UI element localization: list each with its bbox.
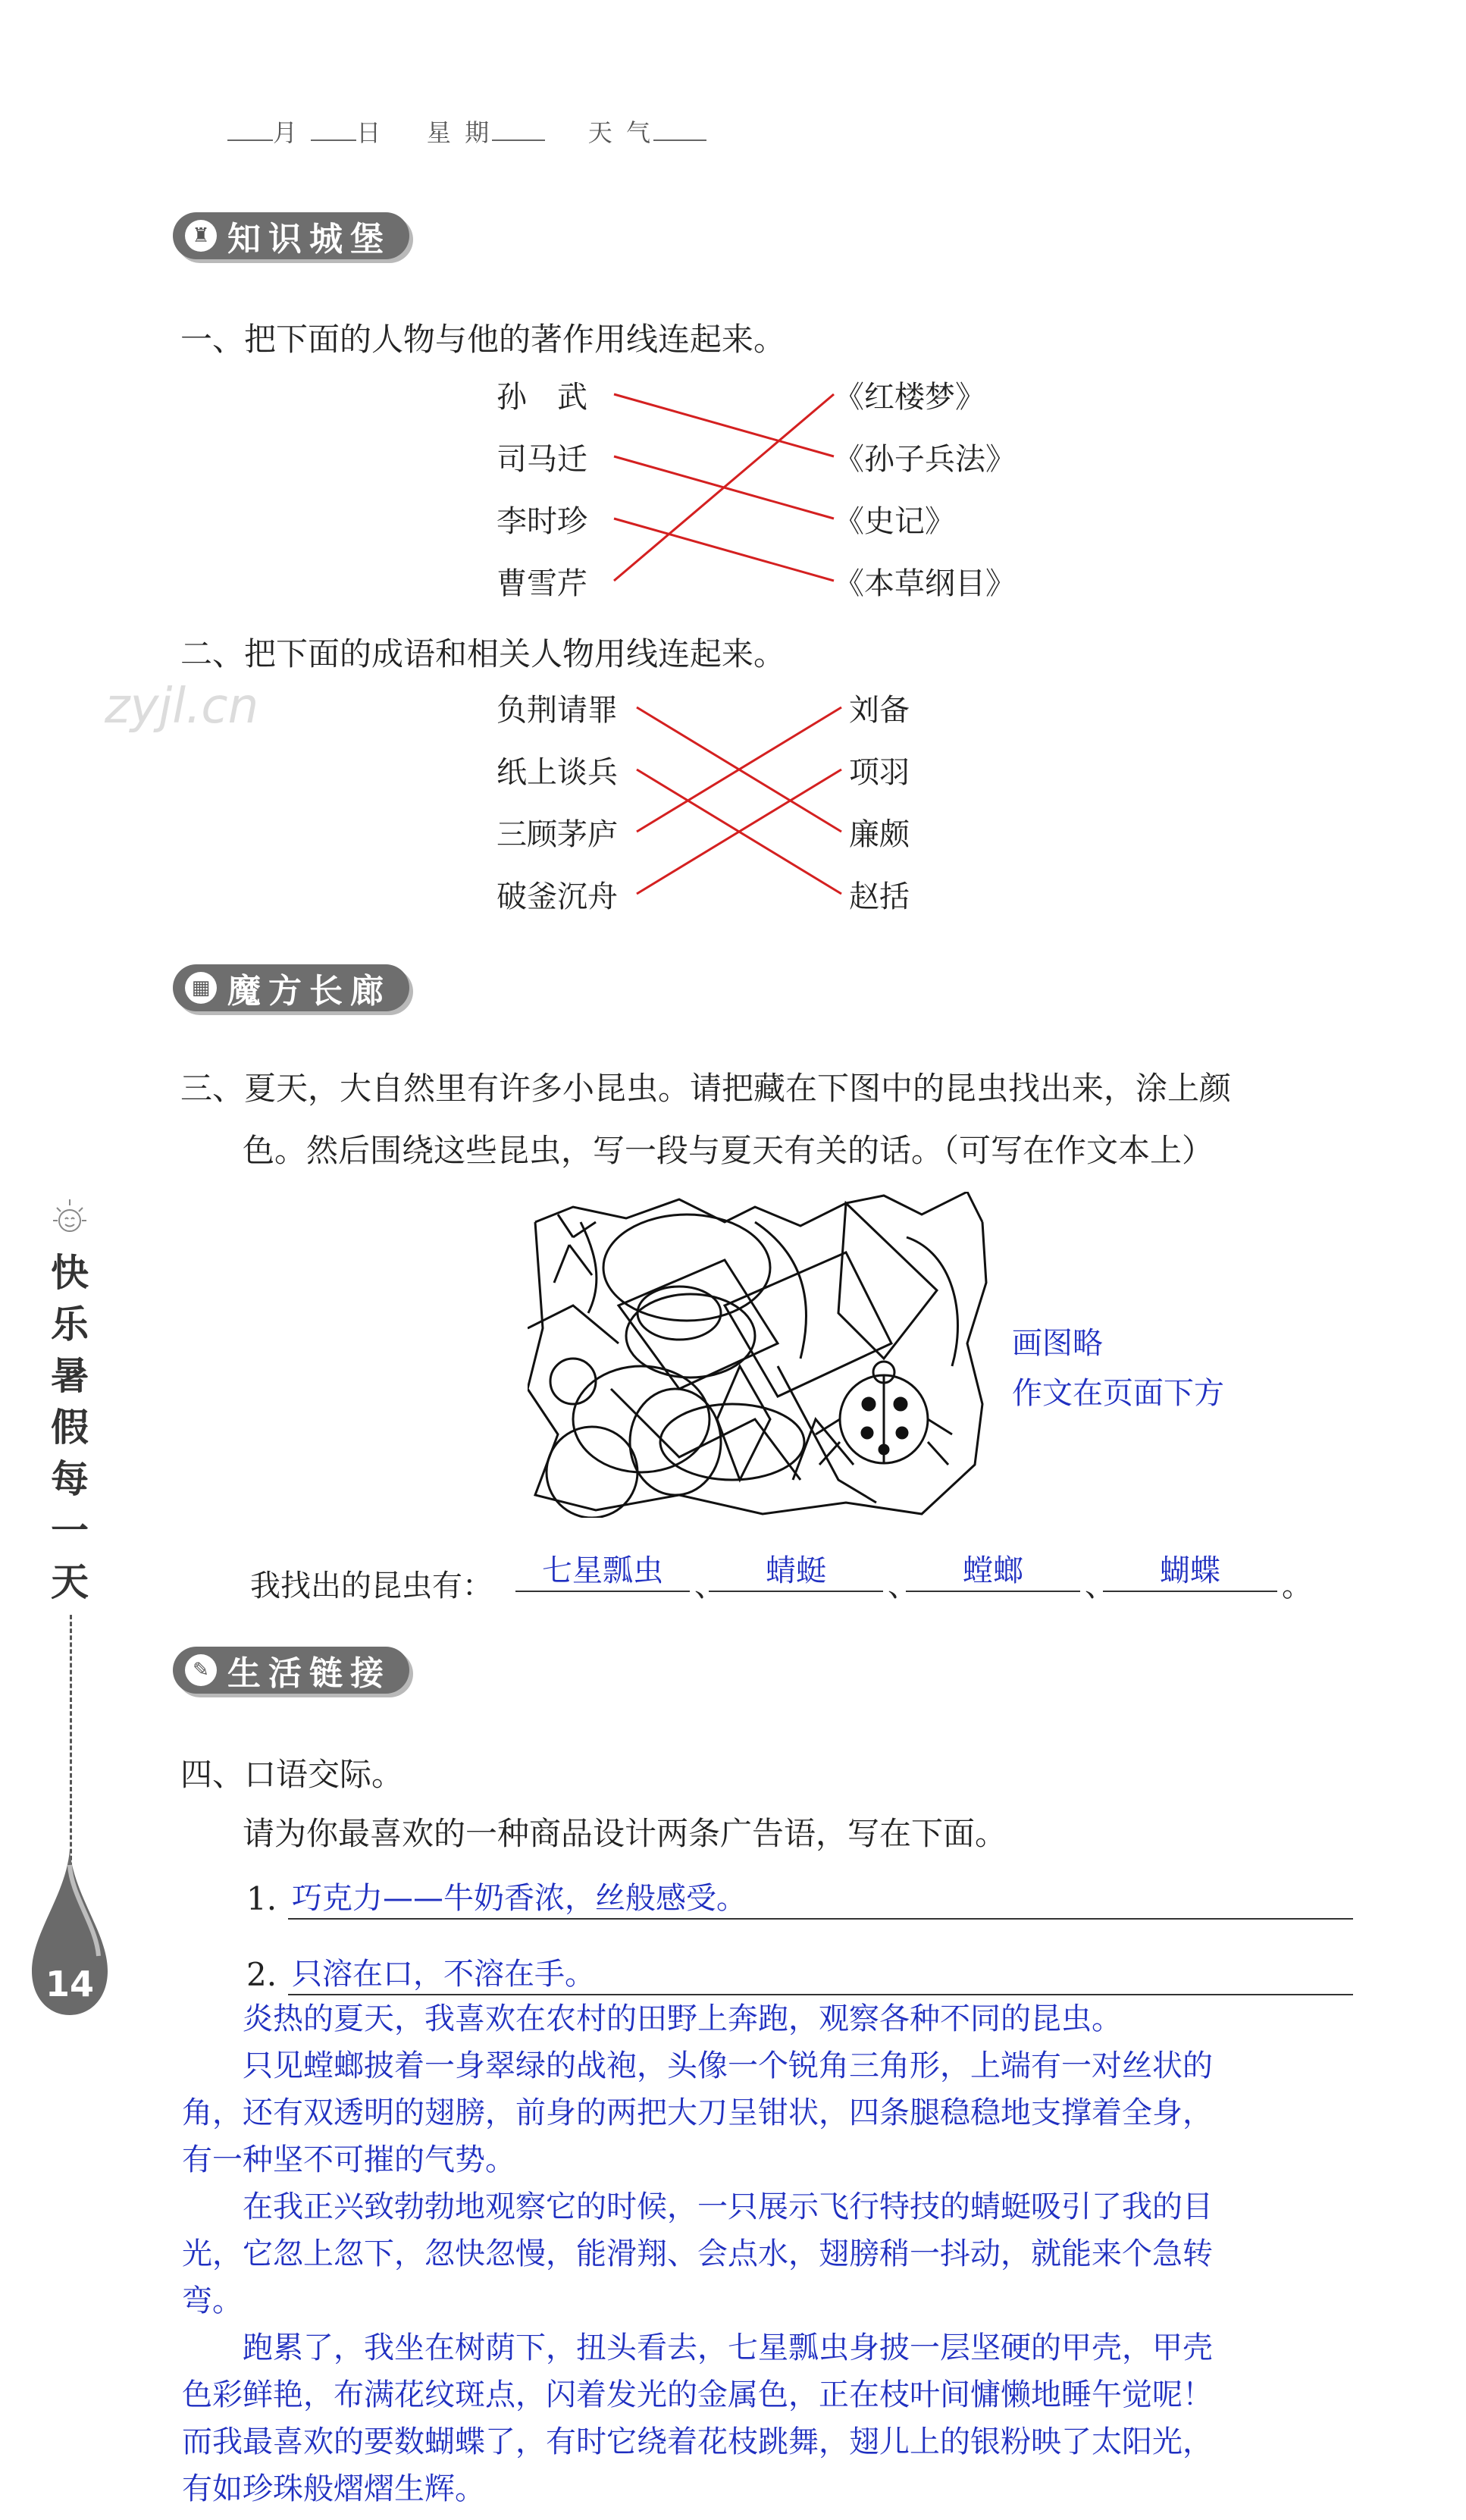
found-insect-answer: 蜻蜓 [766, 1553, 826, 1588]
found-insect-blank [709, 1547, 883, 1594]
q3-note-drawing: 画图略 [1012, 1326, 1103, 1361]
question-3-prompt-line1: 三、夏天，大自然里有许多小昆虫。请把藏在下图中的昆虫找出来，涂上颜 [180, 1070, 1232, 1107]
essay-line: 有一种坚不可摧的气势。 [182, 2142, 515, 2177]
question-4-instruction: 请为你最喜欢的一种商品设计两条广告语，写在下面。 [243, 1815, 1007, 1852]
sidebar-char: 一 [51, 1509, 89, 1553]
castle-icon: ♜ [185, 220, 217, 252]
q2-left-item: 纸上谈兵 [496, 755, 618, 790]
q2-right-item: 赵括 [849, 879, 910, 914]
separator: 。 [1282, 1569, 1312, 1603]
q1-match-line [614, 394, 834, 456]
essay-line: 炎热的夏天，我喜欢在农村的田野上奔跑，观察各种不同的昆虫。 [182, 2001, 1122, 2036]
sidebar-char: 每 [51, 1457, 89, 1501]
q2-match-line [637, 769, 841, 894]
found-insect-answer: 蝴蝶 [1160, 1553, 1220, 1588]
slogan-number: 1. [246, 1880, 277, 1917]
sidebar-char: 天 [51, 1560, 89, 1604]
q2-match-line [637, 707, 841, 832]
question-1-prompt: 一、把下面的人物与他的著作用线连起来。 [180, 321, 786, 358]
q2-right-item: 项羽 [849, 755, 910, 790]
found-insects-label: 我找出的昆虫有： [250, 1569, 493, 1603]
separator: 、 [888, 1569, 918, 1603]
sidebar-title [47, 1247, 92, 1608]
q1-left-item: 曹雪芹 [496, 566, 587, 601]
question-2-prompt: 二、把下面的成语和相关人物用线连起来。 [180, 635, 786, 672]
question-3-prompt-line2: 色。然后围绕这些昆虫，写一段与夏天有关的话。（可写在作文本上） [243, 1132, 1214, 1169]
sun-icon [47, 1196, 92, 1242]
slogan-answer: 只溶在口，不溶在手。 [292, 1957, 595, 1992]
section-banner-life [173, 1647, 409, 1694]
section-banner-knowledge [173, 212, 409, 259]
sidebar-char: 暑 [51, 1354, 89, 1398]
section-title: 知识城堡 [227, 220, 391, 259]
essay-line: 而我最喜欢的要数蝴蝶了，有时它绕着花枝跳舞，翅儿上的银粉映了太阳光， [182, 2424, 1213, 2459]
slogan-number: 2. [246, 1956, 277, 1993]
question-4-title: 四、口语交际。 [180, 1756, 404, 1793]
found-insect-answer: 螳螂 [963, 1553, 1023, 1588]
essay-text [182, 1995, 1395, 2512]
section-banner-puzzle [173, 964, 409, 1011]
found-insect-answer: 七星瓢虫 [542, 1553, 663, 1588]
weekday-label: 星 期 [426, 118, 493, 147]
q2-right-item: 廉颇 [849, 817, 910, 852]
essay-line: 只见螳螂披着一身翠绿的战袍，头像一个锐角三角形，上端有一对丝状的 [182, 2048, 1213, 2083]
essay-line: 在我正兴致勃勃地观察它的时候，一只展示飞行特技的蜻蜓吸引了我的目 [182, 2189, 1213, 2224]
q1-match-line [614, 456, 834, 519]
essay-line: 角，还有双透明的翅膀，前身的两把大刀呈钳状，四条腿稳稳地支撑着全身， [182, 2095, 1213, 2130]
slogan-line-1 [246, 1874, 1353, 1920]
q1-match-line [614, 519, 834, 581]
essay-line: 有如珍珠般熠熠生辉。 [182, 2471, 485, 2506]
pencil-icon: ✎ [185, 1654, 217, 1686]
q3-note-essay: 作文在页面下方 [1012, 1376, 1224, 1411]
separator: 、 [694, 1569, 725, 1603]
watermark: zyjl.cn [105, 679, 259, 735]
month-label: 月 [273, 118, 301, 147]
essay-line: 色彩鲜艳，布满花纹斑点，闪着发光的金属色，正在枝叶间慵懒地睡午觉呢！ [182, 2377, 1213, 2412]
q1-right-item: 《本草纲目》 [834, 566, 1016, 601]
q1-match-line [614, 394, 834, 581]
found-insect-blank [515, 1547, 690, 1594]
separator: 、 [1085, 1569, 1115, 1603]
slogan-answer: 巧克力——牛奶香浓，丝般感受。 [292, 1881, 747, 1916]
found-insect-blank [1103, 1547, 1277, 1594]
q2-match-line [637, 769, 841, 894]
sidebar-char: 假 [51, 1406, 89, 1450]
sidebar-char: 快 [51, 1251, 89, 1295]
sidebar-char: 乐 [51, 1302, 89, 1346]
page-number-drop [32, 1850, 108, 2017]
q2-left-item: 破釜沉舟 [496, 879, 618, 914]
essay-line: 弯。 [182, 2283, 243, 2318]
found-insect-blank [906, 1547, 1080, 1594]
section-title: 生活链接 [227, 1654, 391, 1693]
essay-line: 跑累了，我坐在树荫下，扭头看去，七星瓢虫身披一层坚硬的甲壳，甲壳 [182, 2330, 1213, 2365]
q1-right-item: 《史记》 [834, 504, 955, 539]
q2-left-item: 负荆请罪 [496, 693, 618, 728]
q1-left-item: 李时珍 [496, 504, 587, 539]
q1-left-item: 司马迁 [496, 442, 587, 477]
date-header [227, 114, 706, 149]
slogan-line-2 [246, 1950, 1353, 1995]
hidden-insects-picture [528, 1192, 990, 1518]
q2-match-line [637, 707, 841, 832]
cube-icon: ▦ [185, 972, 217, 1004]
q2-right-item: 刘备 [849, 693, 910, 728]
page-number: 14 [45, 1964, 94, 2004]
essay-line: 光，它忽上忽下，忽快忽慢，能滑翔、会点水，翅膀稍一抖动，就能来个急转 [182, 2236, 1213, 2271]
day-label: 日 [356, 118, 384, 147]
q2-left-item: 三顾茅庐 [496, 817, 618, 852]
q1-left-item: 孙 武 [496, 380, 587, 415]
q1-right-item: 《红楼梦》 [834, 380, 985, 415]
weather-label: 天 气 [587, 118, 653, 147]
section-title: 魔方长廊 [227, 972, 391, 1011]
q1-right-item: 《孙子兵法》 [834, 442, 1016, 477]
